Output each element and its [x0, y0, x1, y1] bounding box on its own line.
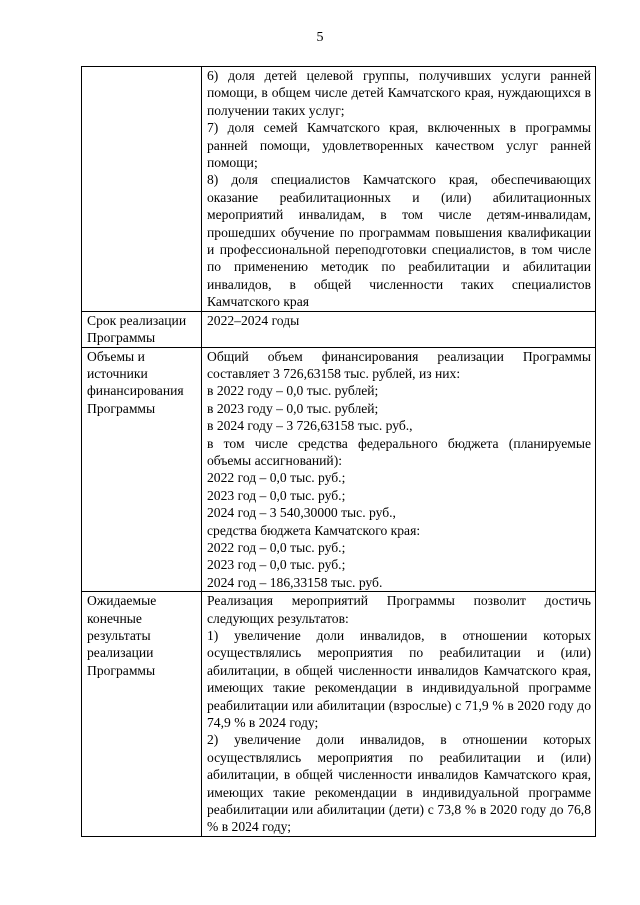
result-item: 1) увеличение доли инвалидов, в отношении которых осуществлялись мероприятия по реабилитации и (или) абилитации, в общей численности инвалидов Камчатского края, имеющих такие рекомендации в индивидуальной программе реабилитации или абилитации (взрослые) с 71,9 % в 2020 году до 74,9 % в 2024 году; [207, 628, 591, 731]
table-row-indicators-continued [82, 67, 596, 312]
row-label: Срок реализации Программы [82, 311, 202, 347]
indicator-item: 6) доля детей целевой группы, получивших услуги ранней помощи, в общем числе детей Камчатского края, нуждающихся в получении таких услуг; [207, 68, 591, 118]
financing-line: средства бюджета Камчатского края: [207, 522, 421, 538]
financing-line: в 2024 году – 3 726,63158 тыс. руб., [207, 418, 413, 434]
financing-line: Общий объем финансирования реализации Программы составляет 3 726,63158 тыс. рублей, из них: [207, 348, 591, 381]
table-row-expected-results [82, 592, 596, 837]
indicator-item: 8) доля специалистов Камчатского края, обеспечивающих оказание реабилитационных и (или) абилитационных мероприятий инвалидам, в том числе детям-инвалидам, прошедших обучение по программам повышения квалификации и профессиональной переподготовки специалистов, в том числе по применению методик по реабилитации и абилитации инвалидов, в общей численности таких специалистов Камчатского края [207, 172, 591, 310]
table-row-financing [82, 347, 596, 592]
row-label [82, 67, 202, 312]
row-label: Объемы и источники финансирования Программы [82, 347, 202, 592]
row-value [202, 311, 596, 347]
financing-line: в 2023 году – 0,0 тыс. рублей; [207, 400, 379, 416]
financing-line: 2022 год – 0,0 тыс. руб.; [207, 470, 346, 486]
result-item: 2) увеличение доли инвалидов, в отношении которых осуществлялись мероприятия по реабилитации и (или) абилитации, в общей численности инвалидов Камчатского края, имеющих такие рекомендации в индивидуальной программе реабилитации или абилитации (дети) с 73,8 % в 2020 году до 76,8 % в 2024 году; [207, 732, 591, 835]
financing-line: 2023 год – 0,0 тыс. руб.; [207, 487, 346, 503]
row-value [202, 347, 596, 592]
financing-line: в том числе средства федерального бюджета (планируемые объемы ассигнований): [207, 435, 591, 468]
indicator-item: 7) доля семей Камчатского края, включенных в программы ранней помощи, удовлетворенных качеством услуг ранней помощи; [207, 120, 591, 171]
table-row-implementation-period [82, 311, 596, 347]
row-value [202, 592, 596, 837]
financing-line: 2024 год – 186,33158 тыс. руб. [207, 574, 383, 590]
financing-line: 2023 год – 0,0 тыс. руб.; [207, 557, 346, 573]
page-number: 5 [316, 30, 324, 45]
program-passport-table [81, 66, 596, 837]
result-item: Реализация мероприятий Программы позволит достичь следующих результатов: [207, 593, 591, 626]
row-label: Ожидаемые конечные результаты реализации Программы [82, 592, 202, 837]
financing-line: в 2022 году – 0,0 тыс. рублей; [207, 383, 379, 399]
financing-line: 2024 год – 3 540,30000 тыс. руб., [207, 505, 396, 521]
financing-line: 2022 год – 0,0 тыс. руб.; [207, 539, 346, 555]
period-text: 2022–2024 годы [207, 312, 300, 328]
row-value [202, 67, 596, 312]
